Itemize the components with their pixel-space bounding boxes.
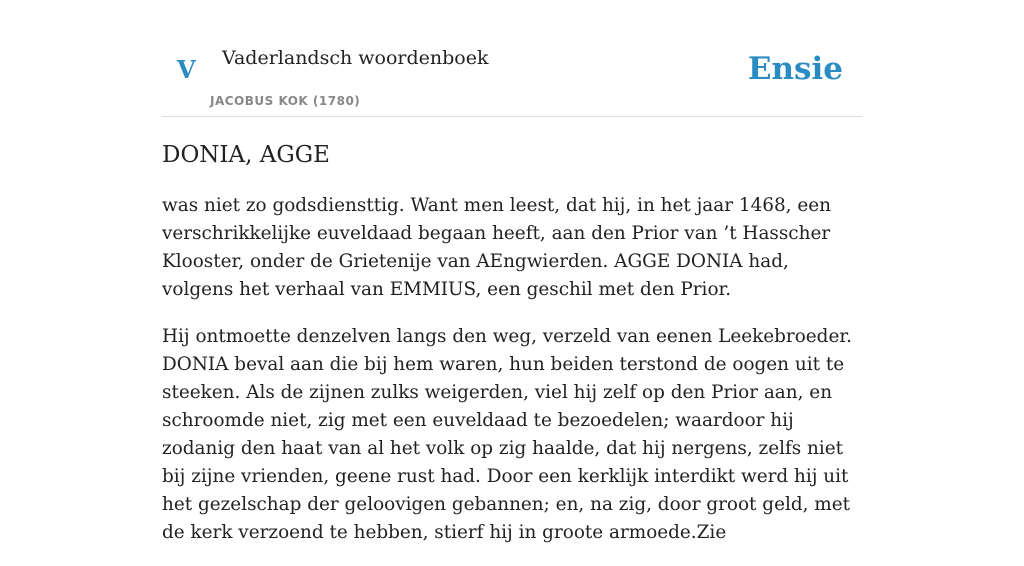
entry-content [162,192,862,566]
entry-paragraph: Hij ontmoette denzelven langs den weg, verzeld van eenen Leekebroeder. DONIA beval aan die bij hem waren, hun beiden terstond de oogen uit te steeken. Als de zijnen zulks weigerden, viel hij zelf op den Prior aan, en schroomde niet, zig met een euveldaad te bezoedelen; waardoor hij zodanig den haat van al het volk op zig haalde, dat hij nergens, zelfs niet bij zijne vrienden, geene rust had. Door een kerklijk interdikt werd hij uit het gezelschap der geloovigen gebannen; en, na zig, door groot geld, met de kerk verzoend te hebben, stierf hij in groote armoede.Zie [162,326,852,543]
book-title-link[interactable]: Vaderlandsch woordenboek [222,47,489,69]
entry-title: DONIA, AGGE [162,142,330,168]
book-letter-icon[interactable]: V [177,55,196,84]
entry-paragraph: was niet zo godsdiensttig. Want men leest, dat hij, in het jaar 1468, een verschrikkelijke euveldaad begaan heeft, aan den Prior van ’t Hasscher Klooster, onder de Grietenije van AEngwierden. AGGE DONIA had, volgens het verhaal van EMMIUS, een geschil met den Prior. [162,195,831,300]
book-author: JACOBUS KOK (1780) [210,94,361,108]
book-header [162,0,862,117]
ensie-logo-link[interactable]: Ensie [747,51,843,87]
